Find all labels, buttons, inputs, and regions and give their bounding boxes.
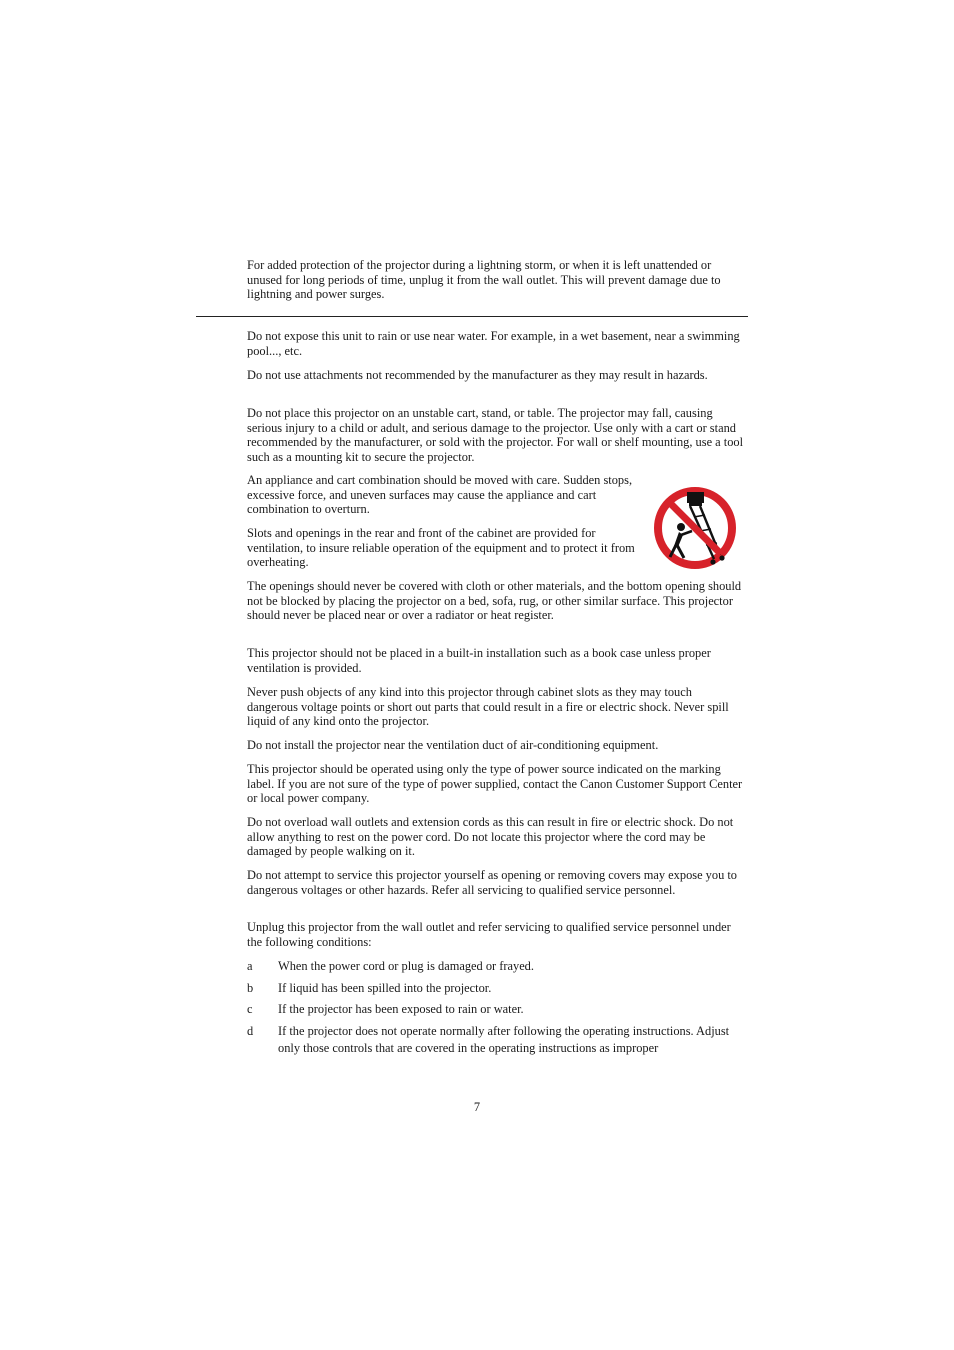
openings-warning: The openings should never be covered with cloth or other materials, and the bottom opening should not be blocked by placing the projector on a bed, sofa, rug, or other similar surface. This projector should never be placed near or over a radiator or heat register. [247,579,742,623]
list-marker: c [247,1002,253,1016]
overload-warning: Do not overload wall outlets and extension cords as this can result in fire or electric shock. Do not allow anything to rest on the power cord. Do not locate this projector where the cord may be damaged by people walking on it. [247,815,734,859]
duct-warning: Do not install the projector near the ventilation duct of air-conditioning equipment. [247,738,659,752]
list-marker: d [247,1024,254,1038]
cart-warning: Do not place this projector on an unstable cart, stand, or table. The projector may fall, causing serious injury to a child or adult, and serious damage to the projector. Use only with a cart or stand recommended by the manufacturer, or sold with the projector. For wall or shelf mounting, use a tool such as a mounting kit to secure the projector. [247,406,744,464]
list-text: If the projector does not operate normally after following the operating instructions. Adjust only those controls that are covered in the operating instructions as improper [278,1024,730,1055]
list-text: If the projector has been exposed to rain or water. [278,1002,524,1016]
attachments-warning: Do not use attachments not recommended by the manufacturer as they may result in hazards. [247,368,708,382]
list-marker: a [247,959,253,973]
list-item [247,958,747,975]
section-divider [196,316,748,317]
list-marker: b [247,981,254,995]
power-warning: This projector should be operated using only the type of power source indicated on the marking label. If you are not sure of the type of power supplied, contact the Canon Customer Support Center or local power company. [247,762,743,806]
lightning-paragraph: For added protection of the projector during a lightning storm, or when it is left unattended or unused for long periods of time, unplug it from the wall outlet. This will prevent damage due to lightning and power surges. [247,258,721,302]
list-text: When the power cord or plug is damaged or frayed. [278,959,534,973]
list-item [247,1023,747,1056]
builtin-warning: This projector should not be placed in a built-in installation such as a book case unless proper ventilation is provided. [247,646,711,675]
page-number: 7 [473,1100,481,1114]
list-item [247,980,747,997]
service-warning: Do not attempt to service this projector yourself as opening or removing covers may expose you to dangerous voltages or other hazards. Refer all servicing to qualified service personnel. [247,868,737,897]
slots-warning: Slots and openings in the rear and front of the cabinet are provided for ventilation, to insure reliable operation of the equipment and to protect it from overheating. [247,526,635,570]
list-item [247,1001,747,1018]
list-text: If liquid has been spilled into the projector. [278,981,492,995]
appliance-warning: An appliance and cart combination should be moved with care. Sudden stops, excessive force, and uneven surfaces may cause the appliance and cart combination to overturn. [247,473,633,517]
unplug-instruction: Unplug this projector from the wall outlet and refer servicing to qualified service personnel under the following conditions: [247,920,731,949]
water-warning: Do not expose this unit to rain or use near water. For example, in a wet basement, near a swimming pool..., etc. [247,329,740,358]
objects-warning: Never push objects of any kind into this projector through cabinet slots as they may touch dangerous voltage points or short out parts that could result in a fire or electric shock. Never spill liquid of any kind onto the projector. [247,685,729,729]
cart-tip-over-warning-icon [652,485,738,571]
